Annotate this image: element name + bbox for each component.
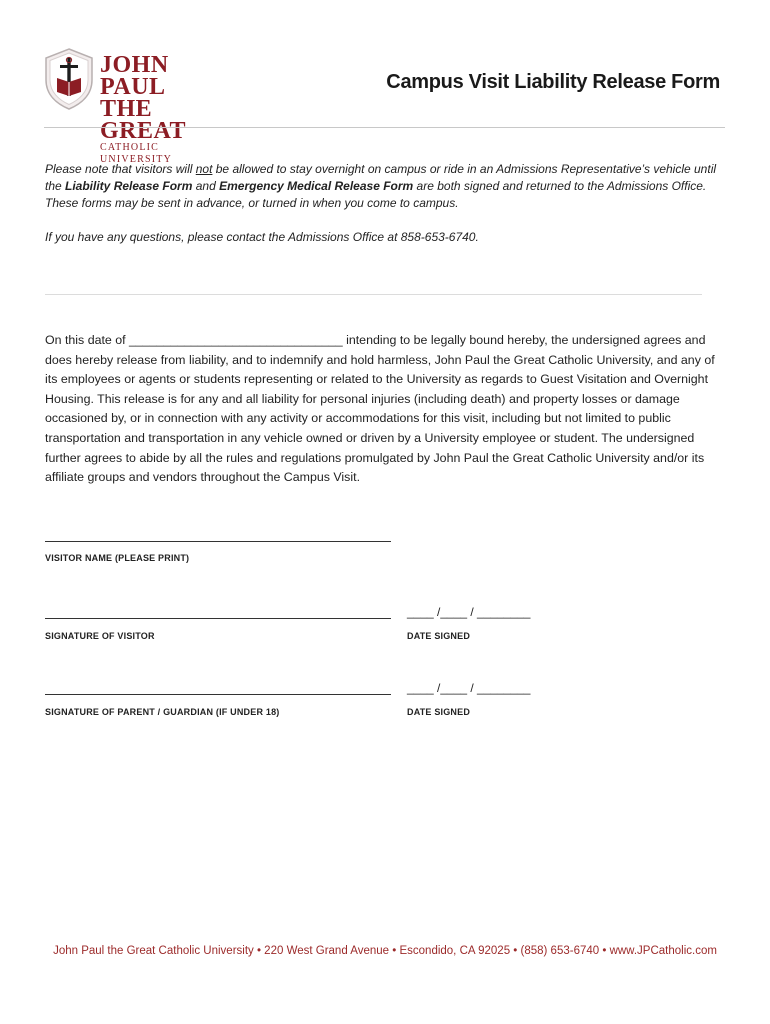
- note-text: are both signed and returned to the Admissions Office. These forms may be sent in advance, or turned in when you come to campus.: [45, 179, 707, 210]
- visitor-date-label: DATE SIGNED: [407, 631, 471, 641]
- logo-line-3: CATHOLIC UNIVERSITY: [100, 142, 172, 165]
- form-title: Campus Visit Liability Release Form: [386, 71, 720, 93]
- university-logo: [44, 48, 234, 165]
- note-contact: If you have any questions, please contact the Admissions Office at 858-653-6740.: [45, 230, 479, 244]
- parent-signature-field[interactable]: [45, 694, 391, 695]
- release-paragraph: On this date of _______________________________ intending to be legally bound hereby, the undersigned agrees and does hereby release from liability, and to indemnify and hold harmless, John Paul the Great Catholic University, and any of its employees or agents or students representing or related to the University as regards to Guest Visitation and Overnight Housing. This release is for any and all liability for personal injuries (including death) and property losses or damage occasioned by, or in connection with any activity or accommodations for this visit, including but not limited to public transportation and transportation in any vehicle owned or driven by a University employee or student. The undersigned further agrees to abide by all the rules and regulations promulgated by John Paul the Great Catholic University and/or its affiliate groups and vendors throughout the Campus Visit.: [45, 333, 715, 485]
- note-text: be allowed to stay overnight on campus or ride in an Admissions Representative’s vehicle until the: [45, 162, 717, 193]
- university-shield-icon: [44, 48, 94, 110]
- section-divider: [45, 294, 702, 295]
- logo-line-2: THE GREAT: [100, 96, 187, 144]
- header-divider: [44, 127, 725, 128]
- note-emphasis-not: not: [195, 162, 213, 176]
- logo-wordmark: [100, 54, 234, 166]
- parent-date-field[interactable]: ____ /____ / ________: [407, 681, 531, 695]
- visitor-name-field[interactable]: [45, 541, 391, 542]
- visitor-date-field[interactable]: ____ /____ / ________: [407, 605, 531, 619]
- parent-date-label: DATE SIGNED: [407, 707, 471, 717]
- visitor-note: [45, 161, 735, 246]
- note-paragraph: [45, 161, 735, 212]
- visitor-signature-field[interactable]: [45, 618, 391, 619]
- note-text: and: [192, 179, 220, 193]
- parent-signature-label: SIGNATURE OF PARENT / GUARDIAN (IF UNDER 18): [45, 707, 280, 717]
- note-text: Please note that visitors will: [45, 162, 196, 176]
- note-medical-form: Emergency Medical Release Form: [219, 179, 414, 193]
- note-liability-form: Liability Release Form: [65, 179, 193, 193]
- visitor-name-label: VISITOR NAME (PLEASE PRINT): [45, 553, 190, 563]
- footer-contact: John Paul the Great Catholic University • 220 West Grand Avenue • Escondido, CA 92025 • (858) 653-6740 • www.JPCatholic.com: [53, 945, 717, 957]
- logo-line-1: JOHN PAUL: [100, 52, 169, 100]
- visitor-signature-label: SIGNATURE OF VISITOR: [45, 631, 155, 641]
